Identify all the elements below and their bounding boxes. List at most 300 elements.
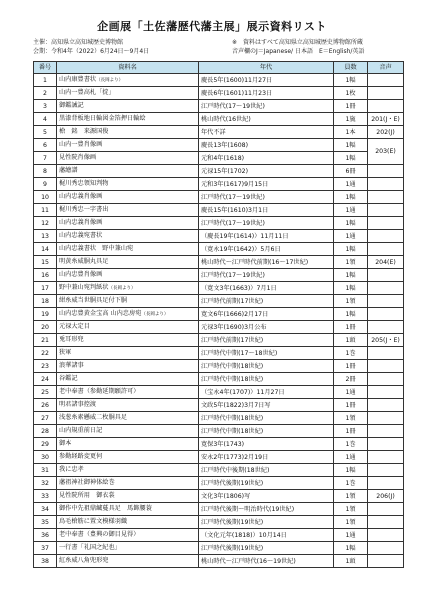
row-era-text: 江戸時代前期(17世紀)	[201, 297, 264, 305]
row-number	[34, 165, 57, 178]
row-quantity-text: 1幅	[345, 271, 356, 279]
row-quantity-text: 1幅	[345, 141, 356, 149]
row-item-name	[57, 438, 199, 451]
row-number-text: 27	[41, 414, 49, 422]
table-row	[34, 360, 404, 373]
row-quantity-text: 1通	[345, 232, 356, 240]
row-era-text: 元和4年(1618)	[201, 154, 245, 162]
row-number	[34, 373, 57, 386]
row-audio	[368, 373, 404, 386]
row-item-name	[57, 204, 199, 217]
row-item-name-text: 見性院肖像画	[59, 154, 97, 161]
row-number	[34, 412, 57, 425]
row-era	[199, 451, 334, 464]
row-number-text: 19	[41, 310, 49, 318]
row-quantity	[334, 451, 368, 464]
row-number	[34, 230, 57, 243]
row-era	[199, 373, 334, 386]
table-row	[34, 321, 404, 334]
row-number-text: 4	[43, 115, 47, 123]
row-audio	[368, 217, 404, 230]
row-item-name-text: 山内一豊肖像画	[59, 141, 103, 148]
row-item-name	[57, 477, 199, 490]
row-audio	[368, 438, 404, 451]
header-audio: 音声	[368, 62, 404, 74]
row-item-name-text: 元禄大定目	[59, 323, 90, 330]
row-audio	[368, 282, 404, 295]
row-quantity-text: 1巻	[345, 479, 356, 487]
row-era	[199, 529, 334, 542]
row-audio	[368, 451, 404, 464]
row-era-text: 江戸時代中期(17〜18世紀)	[201, 349, 278, 357]
row-item-name	[57, 165, 199, 178]
row-number-text: 32	[41, 479, 49, 487]
row-number-text: 23	[41, 362, 49, 370]
row-quantity	[334, 74, 368, 87]
row-audio	[368, 178, 404, 191]
row-audio	[368, 399, 404, 412]
row-era	[199, 438, 334, 451]
row-item-name	[57, 74, 199, 87]
row-item-name-text: 山内忠豊黄金宝高 山内忠房宛	[59, 310, 142, 317]
row-number-text: 14	[41, 245, 49, 253]
row-quantity-text: 1幅	[345, 245, 356, 253]
row-item-name	[57, 516, 199, 529]
row-era-text: 江戸時代中期(18世紀)	[201, 414, 264, 422]
row-item-name	[57, 425, 199, 438]
period-text: 会期：令和4年（2022）6月24日〜9月4日	[33, 48, 150, 55]
row-number	[34, 360, 57, 373]
row-number-text: 1	[43, 76, 47, 84]
row-number-text: 11	[41, 206, 49, 214]
row-item-name	[57, 529, 199, 542]
row-era	[199, 178, 334, 191]
row-quantity	[334, 165, 368, 178]
table-row	[34, 412, 404, 425]
row-item-name	[57, 360, 199, 373]
table-row	[34, 243, 404, 256]
row-item-name	[57, 412, 199, 425]
row-quantity-text: 1冊	[345, 362, 356, 370]
row-audio-text: 204(E)	[375, 258, 396, 266]
row-era-text: 文化3年(1806)写	[201, 492, 251, 500]
row-quantity	[334, 490, 368, 503]
row-era-text: 江戸時代後期〜明治時代(19世紀)	[201, 505, 295, 513]
row-item-name-text: 黒漆背板地日輪図金箔押日輪絵	[59, 115, 146, 122]
row-item-name-text: 梶川秀忠一字書出	[59, 206, 109, 213]
row-number	[34, 464, 57, 477]
row-audio	[368, 126, 404, 139]
row-quantity-text: 1冊	[345, 323, 356, 331]
row-quantity-text: 1領	[345, 414, 356, 422]
row-quantity	[334, 360, 368, 373]
row-quantity	[334, 373, 368, 386]
row-item-name	[57, 230, 199, 243]
row-era	[199, 256, 334, 269]
table-body	[34, 74, 404, 568]
row-number	[34, 126, 57, 139]
row-era	[199, 230, 334, 243]
table-row	[34, 516, 404, 529]
row-item-note: （長岡より）	[96, 78, 124, 83]
row-number	[34, 100, 57, 113]
row-era-text: 江戸時代(17〜19世紀)	[201, 193, 265, 201]
row-item-name-text: 浅葱糸素懸威二枚胴具足	[59, 414, 128, 421]
row-item-name-text: 紅糸威八角兜形兜	[59, 557, 109, 564]
table-row	[34, 464, 404, 477]
row-item-name	[57, 256, 199, 269]
row-number	[34, 217, 57, 230]
row-audio	[368, 464, 404, 477]
row-quantity-text: 1領	[345, 258, 356, 266]
row-quantity	[334, 529, 368, 542]
row-number	[34, 152, 57, 165]
table-row	[34, 139, 404, 152]
row-number	[34, 256, 57, 269]
row-number	[34, 139, 57, 152]
row-item-name-text: 紺糸威当世胴具足付下胴	[59, 297, 128, 304]
row-quantity-text: 1頭	[345, 557, 356, 565]
row-number	[34, 347, 57, 360]
row-era	[199, 399, 334, 412]
row-era	[199, 503, 334, 516]
row-number	[34, 503, 57, 516]
row-quantity	[334, 477, 368, 490]
exhibit-list-table	[33, 61, 404, 568]
row-item-name-text: 山内康豊書状	[59, 76, 97, 83]
row-number-text: 34	[41, 505, 49, 513]
row-era-text: 寛文6年(1666)2月17日	[201, 310, 269, 318]
row-item-name-text: 山内一豊高札「掟」	[59, 89, 115, 96]
row-quantity	[334, 516, 368, 529]
row-item-name-text: 老中奉書（参勤延期願許可）	[59, 388, 140, 395]
row-era	[199, 152, 334, 165]
row-item-name-text: 野中兼山宛判紙状	[59, 284, 109, 291]
row-item-name	[57, 269, 199, 282]
row-item-name	[57, 308, 199, 321]
row-number-text: 21	[41, 336, 49, 344]
row-quantity	[334, 139, 368, 152]
row-era-text: 江戸時代(17〜19世紀)	[201, 219, 265, 227]
row-item-name-text: 参勤経路変更何	[59, 453, 103, 460]
row-audio	[368, 139, 404, 165]
row-audio	[368, 308, 404, 321]
row-item-name	[57, 87, 199, 100]
row-item-name-text: 兎耳形兜	[59, 336, 84, 343]
row-quantity-text: 1巻	[345, 440, 356, 448]
table-row	[34, 503, 404, 516]
row-era-text: （宝永4年(1707)）11月27日	[201, 388, 285, 396]
row-number	[34, 425, 57, 438]
table-row	[34, 178, 404, 191]
row-era-text: （寛文3年(1663)）7月1日	[201, 284, 277, 292]
row-quantity-text: 1冊	[345, 102, 356, 110]
row-era-text: 江戸時代(17〜19世紀)	[201, 271, 265, 279]
row-quantity	[334, 321, 368, 334]
row-era	[199, 243, 334, 256]
row-era	[199, 74, 334, 87]
row-number-text: 10	[41, 193, 49, 201]
row-number	[34, 243, 57, 256]
row-quantity	[334, 386, 368, 399]
row-era-text: 寛保3年(1743)	[201, 440, 245, 448]
row-era	[199, 516, 334, 529]
row-quantity	[334, 191, 368, 204]
row-item-name-text: 御作中先祖鼎縅蔓具足 馬飾腰蓑	[59, 505, 152, 512]
row-quantity-text: 1領	[345, 297, 356, 305]
row-quantity	[334, 217, 368, 230]
row-quantity-text: 1頭	[345, 336, 356, 344]
row-number-text: 35	[41, 518, 49, 526]
row-era-text: 慶長13年(1608)	[201, 141, 249, 149]
row-number-text: 33	[41, 492, 49, 500]
row-item-name	[57, 100, 199, 113]
row-number-text: 38	[41, 557, 49, 565]
row-item-name-text: 我に忠孝	[59, 466, 84, 473]
row-era	[199, 100, 334, 113]
row-number	[34, 295, 57, 308]
row-quantity-text: 1幅	[345, 154, 356, 162]
row-quantity	[334, 282, 368, 295]
row-quantity-text: 1通	[345, 531, 356, 539]
row-quantity	[334, 152, 368, 165]
row-number-text: 5	[43, 128, 47, 136]
row-number	[34, 191, 57, 204]
row-quantity	[334, 126, 368, 139]
row-era-text: 桃山時代〜江戸時代(16〜19世紀)	[201, 557, 296, 565]
table-header-row	[34, 62, 404, 74]
page-title: 企画展「土佐藩歴代藩主展」展示資料リスト	[97, 20, 327, 33]
row-item-name-text: 槍 銘 来源国俊	[59, 128, 109, 135]
row-audio	[368, 347, 404, 360]
row-era	[199, 87, 334, 100]
row-audio	[368, 87, 404, 100]
header-era: 年代	[199, 62, 334, 74]
row-quantity-text: 1領	[345, 505, 356, 513]
row-quantity	[334, 399, 368, 412]
row-quantity	[334, 100, 368, 113]
row-number	[34, 321, 57, 334]
row-quantity	[334, 555, 368, 568]
row-item-name	[57, 139, 199, 152]
row-era	[199, 334, 334, 347]
row-audio	[368, 295, 404, 308]
row-number-text: 25	[41, 388, 49, 396]
row-item-name	[57, 334, 199, 347]
row-number	[34, 87, 57, 100]
row-era	[199, 295, 334, 308]
row-number-text: 20	[41, 323, 49, 331]
table-row	[34, 477, 404, 490]
row-audio	[368, 503, 404, 516]
row-quantity-text: 1幅	[345, 310, 356, 318]
row-quantity	[334, 464, 368, 477]
row-quantity	[334, 243, 368, 256]
row-number-text: 37	[41, 544, 49, 552]
row-audio-text: 202(J)	[376, 128, 395, 136]
table-row	[34, 529, 404, 542]
table-row	[34, 425, 404, 438]
row-era-text: （慶長19年(1614)）11月11日	[201, 232, 289, 240]
row-quantity-text: 1本	[345, 128, 356, 136]
row-era-text: 慶長15年(1610)3月1日	[201, 206, 269, 214]
table-row	[34, 334, 404, 347]
row-quantity-text: 1幅	[345, 544, 356, 552]
row-number	[34, 451, 57, 464]
row-audio	[368, 321, 404, 334]
row-item-name	[57, 399, 199, 412]
row-item-name-text: 谷鑑記	[59, 375, 78, 382]
row-era-text: （寛永19年(1642)）5月6日	[201, 245, 281, 253]
row-quantity-text: 1冊	[345, 401, 356, 409]
row-era	[199, 269, 334, 282]
row-item-name	[57, 490, 199, 503]
row-item-name-text: 山内忠義宛書状	[59, 232, 103, 239]
row-item-name-text: 浪華諸事	[59, 362, 84, 369]
row-quantity	[334, 425, 368, 438]
row-audio	[368, 165, 404, 178]
row-item-name-text: 狭軍	[59, 349, 72, 356]
row-number-text: 18	[41, 297, 49, 305]
row-audio	[368, 204, 404, 217]
table-row	[34, 555, 404, 568]
row-quantity	[334, 334, 368, 347]
row-era	[199, 464, 334, 477]
row-era-text: 年代不詳	[201, 128, 226, 136]
row-era-text: 江戸時代中期(18世紀)	[201, 427, 264, 435]
table-row	[34, 204, 404, 217]
row-item-name-text: 老中奉書（豊興の御目見得）	[59, 531, 140, 538]
row-era	[199, 282, 334, 295]
row-number	[34, 334, 57, 347]
row-era	[199, 126, 334, 139]
row-number-text: 7	[43, 154, 47, 162]
row-quantity	[334, 347, 368, 360]
row-item-name	[57, 191, 199, 204]
row-audio	[368, 74, 404, 87]
row-number-text: 6	[43, 141, 47, 149]
row-number-text: 22	[41, 349, 49, 357]
row-number-text: 24	[41, 375, 49, 383]
row-number-text: 30	[41, 453, 49, 461]
table-row	[34, 269, 404, 282]
row-number-text: 9	[43, 180, 47, 188]
row-quantity	[334, 438, 368, 451]
row-era-text: 慶長6年(1601)11月23日	[201, 89, 273, 97]
row-era-text: 江戸時代後期(19世紀)	[201, 518, 264, 526]
row-item-name	[57, 386, 199, 399]
row-audio	[368, 334, 404, 347]
row-audio	[368, 230, 404, 243]
row-item-name-text: 御本	[59, 440, 72, 447]
table-row	[34, 256, 404, 269]
row-number	[34, 529, 57, 542]
table-row	[34, 100, 404, 113]
row-era	[199, 308, 334, 321]
row-number-text: 17	[41, 284, 49, 292]
row-quantity-text: 1枚	[345, 89, 356, 97]
row-item-name	[57, 542, 199, 555]
row-number	[34, 477, 57, 490]
row-quantity-text: 1領	[345, 492, 356, 500]
row-item-name	[57, 178, 199, 191]
row-quantity-text: 1通	[345, 206, 356, 214]
row-quantity	[334, 542, 368, 555]
row-era-text: 江戸時代中後期(18世紀)	[201, 466, 270, 474]
row-era-text: 慶長5年(1600)11月27日	[201, 76, 273, 84]
row-audio-text: 205(J・E)	[371, 336, 400, 344]
row-quantity	[334, 269, 368, 282]
row-item-name-text: 山内規重前日記	[59, 427, 103, 434]
row-number	[34, 204, 57, 217]
row-audio	[368, 542, 404, 555]
table-row	[34, 542, 404, 555]
row-item-name	[57, 217, 199, 230]
table-row	[34, 152, 404, 165]
table-row	[34, 230, 404, 243]
row-quantity	[334, 113, 368, 126]
row-audio-text: 203(E)	[375, 148, 396, 155]
row-number-text: 13	[41, 232, 49, 240]
ownership-note: ※ 資料はすべて高知県立高知城歴史博物館所蔵	[232, 39, 363, 46]
row-quantity-text: 6冊	[345, 167, 356, 175]
row-quantity-text: 1冊	[345, 427, 356, 435]
row-item-name-text: 御鑑誡記	[59, 102, 84, 109]
row-era	[199, 542, 334, 555]
organizer-text: 主催：高知県立高知城歴史博物館	[33, 39, 124, 46]
row-item-name	[57, 113, 199, 126]
table-row	[34, 399, 404, 412]
row-quantity-text: 2冊	[345, 375, 356, 383]
row-audio-text: 206(J)	[376, 492, 395, 500]
row-audio	[368, 191, 404, 204]
table-row	[34, 126, 404, 139]
row-item-name-text: 明君諸事控渡	[59, 401, 97, 408]
table-row	[34, 308, 404, 321]
row-number	[34, 282, 57, 295]
row-item-name-text: 藩繪譜	[59, 167, 78, 174]
row-item-name	[57, 451, 199, 464]
row-item-name	[57, 282, 199, 295]
row-era-text: （文化元年(1818)）10月14日	[201, 531, 287, 539]
row-item-name-text: 藩祖神社御神体絵巻	[59, 479, 115, 486]
table-row	[34, 217, 404, 230]
row-item-name-text: 見性院所用 御衣裳	[59, 492, 115, 499]
row-item-name-text: 山内忠義書状 野中兼山宛	[59, 245, 134, 252]
row-quantity-text: 1幅	[345, 76, 356, 84]
row-number-text: 2	[43, 89, 47, 97]
row-era-text: 江戸時代後期(19世紀)	[201, 544, 264, 552]
table-row	[34, 165, 404, 178]
row-audio-text: 201(J・E)	[371, 115, 400, 123]
row-number-text: 8	[43, 167, 47, 175]
row-item-name-text: 明黄糸威胴丸具足	[59, 258, 109, 265]
row-era	[199, 412, 334, 425]
row-era-text: 江戸時代前期(17世紀)	[201, 336, 264, 344]
row-era	[199, 477, 334, 490]
row-audio	[368, 490, 404, 503]
row-number	[34, 516, 57, 529]
header-quantity: 員数	[334, 62, 368, 74]
row-item-name-text: 山内忠豊肖像画	[59, 271, 103, 278]
row-item-name	[57, 243, 199, 256]
row-era	[199, 360, 334, 373]
header-item-name: 資料名	[57, 62, 199, 74]
row-item-note: （長岡より）	[141, 312, 169, 317]
row-item-name-text: 山内忠義肖像画	[59, 193, 103, 200]
row-quantity-text: 1通	[345, 453, 356, 461]
row-era	[199, 217, 334, 230]
